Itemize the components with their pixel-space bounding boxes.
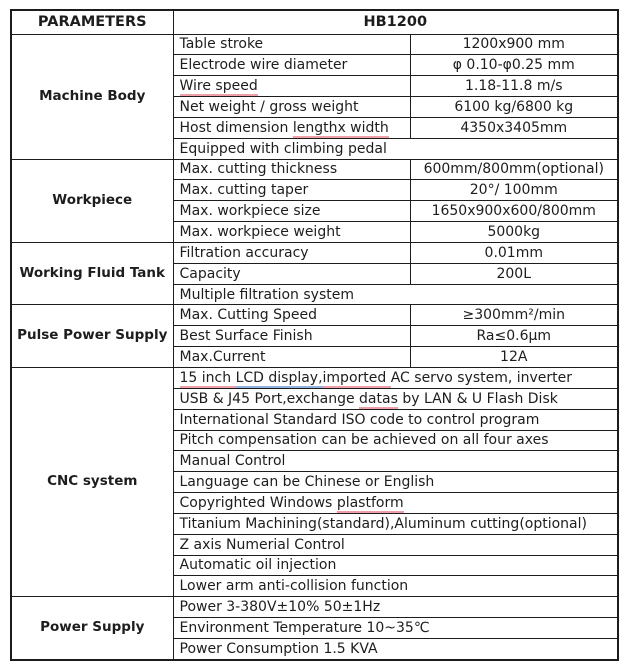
param-cell: Max. workpiece weight [173, 222, 410, 243]
section-label-pulse-power-supply: Pulse Power Supply [11, 305, 173, 368]
spellcheck-underline-blue: LCD display, [236, 370, 323, 388]
spellcheck-underline-pink: plastform [337, 495, 404, 513]
value-cell: 1.18-11.8 m/s [410, 76, 618, 97]
text-segment: AC servo system, inverter [390, 369, 573, 386]
table-row [11, 305, 618, 326]
section-label-working-fluid-tank: Working Fluid Tank [11, 242, 173, 305]
table-row [11, 597, 618, 618]
table-row [11, 368, 618, 389]
merged-param-cell: Automatic oil injection [173, 555, 618, 576]
param-cell: Max.Current [173, 347, 410, 368]
value-cell: 1200x900 mm [410, 34, 618, 55]
merged-param-cell: Manual Control [173, 451, 618, 472]
param-cell: Electrode wire diameter [173, 55, 410, 76]
table-row [11, 159, 618, 180]
specification-table [10, 9, 619, 661]
section-label-power-supply: Power Supply [11, 597, 173, 660]
section-label-workpiece: Workpiece [11, 159, 173, 242]
spellcheck-underline-pink: 15 inch [180, 370, 236, 388]
value-cell: ≥300mm²/min [410, 305, 618, 326]
param-cell: Max. cutting thickness [173, 159, 410, 180]
param-cell: Table stroke [173, 34, 410, 55]
value-cell: 600mm/800mm(optional) [410, 159, 618, 180]
merged-param-cell: Pitch compensation can be achieved on all four axes [173, 430, 618, 451]
value-cell: 200L [410, 263, 618, 284]
merged-param-cell: Multiple filtration system [173, 284, 618, 305]
merged-param-cell: Environment Temperature 10~35℃ [173, 618, 618, 639]
merged-param-cell: Power Consumption 1.5 KVA [173, 638, 618, 660]
table-row [11, 242, 618, 263]
value-cell: 20°/ 100mm [410, 180, 618, 201]
text-segment: by LAN & U Flash Disk [397, 390, 558, 407]
value-cell: 6100 kg/6800 kg [410, 97, 618, 118]
spellcheck-underline-pink: Wire speed [180, 78, 258, 96]
text-segment: Copyrighted Windows [179, 494, 337, 511]
merged-param-cell: Equipped with climbing pedal [173, 138, 618, 159]
param-cell: Max. workpiece size [173, 201, 410, 222]
text-segment: Host dimension [179, 119, 293, 136]
value-cell: 4350x3405mm [410, 117, 618, 138]
param-cell: Best Surface Finish [173, 326, 410, 347]
value-cell: 1650x900x600/800mm [410, 201, 618, 222]
text-segment: USB & J45 Port,exchange [179, 390, 360, 407]
param-cell: Filtration accuracy [173, 242, 410, 263]
section-label-machine-body: Machine Body [11, 34, 173, 159]
param-cell [173, 76, 410, 97]
merged-param-cell: International Standard ISO code to control program [173, 409, 618, 430]
merged-param-cell: Titanium Machining(standard),Aluminum cutting(optional) [173, 513, 618, 534]
table-row [11, 34, 618, 55]
value-cell: 5000kg [410, 222, 618, 243]
param-cell: Max. Cutting Speed [173, 305, 410, 326]
merged-param-cell: Power 3-380V±10% 50±1Hz [173, 597, 618, 618]
merged-param-cell: Z axis Numerial Control [173, 534, 618, 555]
merged-param-cell [173, 368, 618, 389]
merged-param-cell [173, 388, 618, 409]
merged-param-cell: Language can be Chinese or English [173, 472, 618, 493]
model-header-cell: HB1200 [173, 10, 618, 34]
param-cell [173, 117, 410, 138]
merged-param-cell [173, 493, 618, 514]
merged-param-cell: Lower arm anti-collision function [173, 576, 618, 597]
value-cell: 12A [410, 347, 618, 368]
value-cell: φ 0.10-φ0.25 mm [410, 55, 618, 76]
spellcheck-underline-pink: imported [323, 370, 391, 388]
param-cell: Capacity [173, 263, 410, 284]
param-cell: Net weight / gross weight [173, 97, 410, 118]
spellcheck-underline-pink: datas [359, 391, 398, 409]
value-cell: 0.01mm [410, 242, 618, 263]
header-row [11, 10, 618, 34]
spellcheck-underline-pink: lengthx width [293, 120, 389, 138]
parameters-header-cell: PARAMETERS [11, 10, 173, 34]
value-cell: Ra≤0.6μm [410, 326, 618, 347]
param-cell: Max. cutting taper [173, 180, 410, 201]
section-label-cnc-system: CNC system [11, 368, 173, 597]
